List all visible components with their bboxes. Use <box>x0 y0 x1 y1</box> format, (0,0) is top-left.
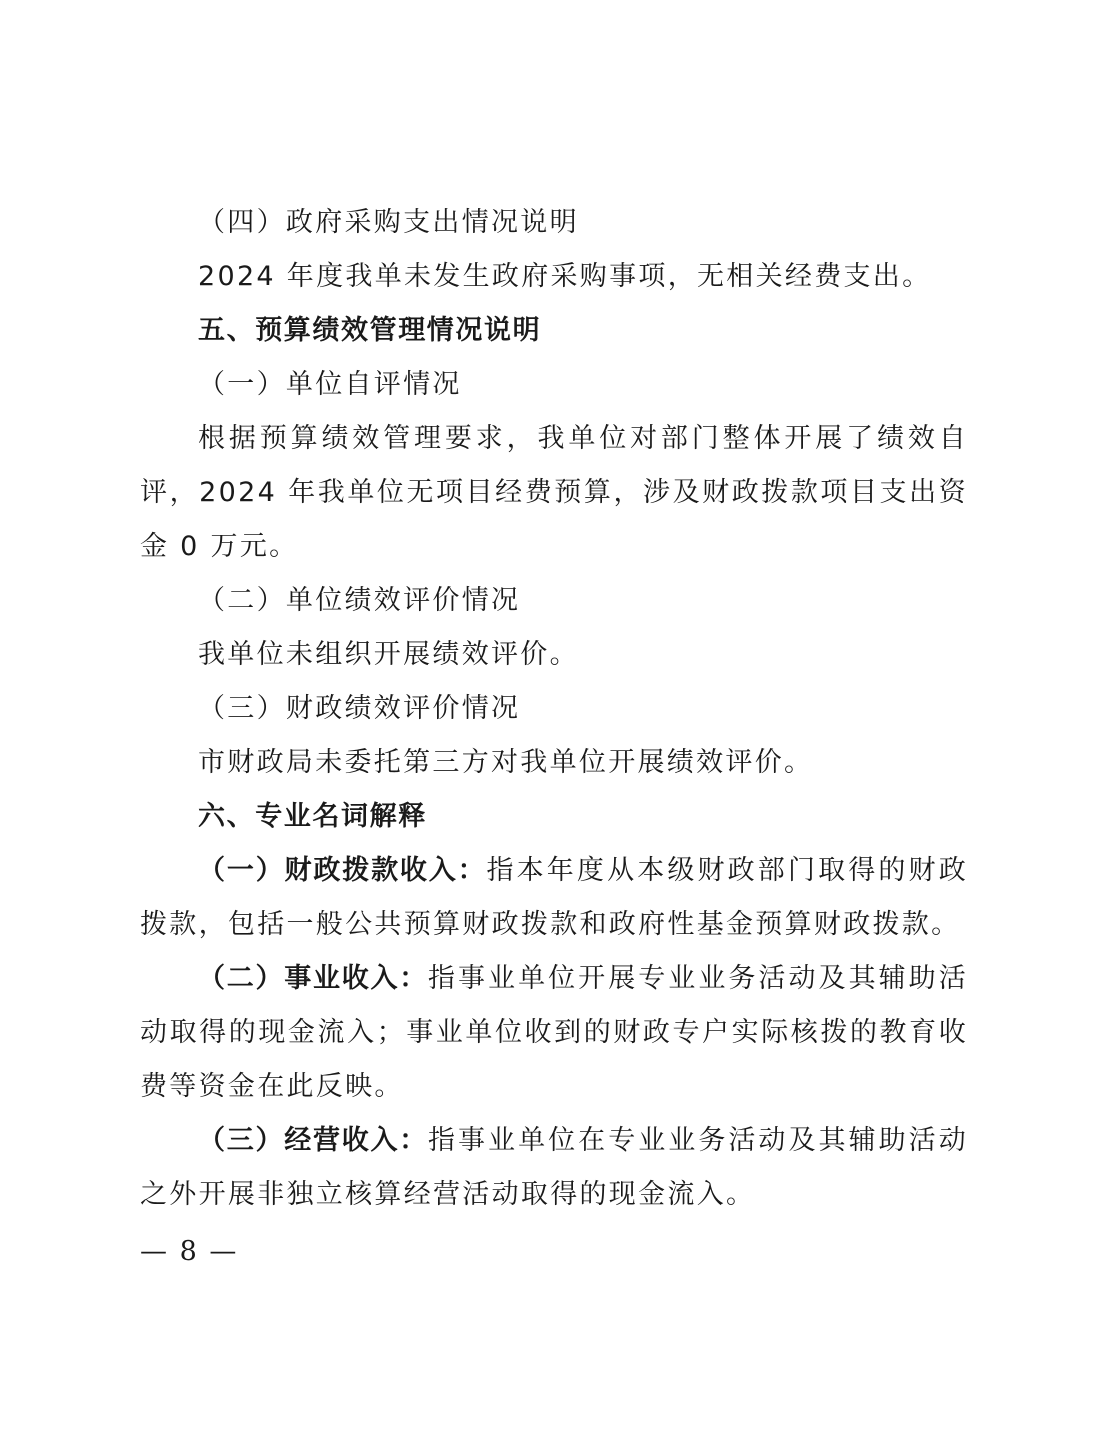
glossary-term: （二）事业收入： <box>198 963 428 994</box>
glossary-item-operating-income <box>140 1114 968 1222</box>
glossary-definition: 指事业单位开展专业业务活动及其辅助活动取得的现金流入；事业单位收到的财政专户实际核拨的教育收费等资金在此反映。 <box>140 963 968 1102</box>
glossary-item-fiscal-appropriation <box>140 844 968 952</box>
glossary-term: （三）经营收入： <box>198 1125 428 1156</box>
glossary-term: （一）财政拨款收入： <box>198 855 487 886</box>
subheading-unit-evaluation: （二）单位绩效评价情况 <box>198 585 521 616</box>
document-body <box>140 196 968 1222</box>
section-heading-government-procurement: （四）政府采购支出情况说明 <box>198 207 579 238</box>
glossary-item-business-income <box>140 952 968 1114</box>
subheading-finance-evaluation: （三）财政绩效评价情况 <box>198 693 521 724</box>
paragraph-self-evaluation: 根据预算绩效管理要求，我单位对部门整体开展了绩效自评，2024 年我单位无项目经费预算，涉及财政拨款项目支出资金 0 万元。 <box>140 423 968 562</box>
paragraph-government-procurement: 2024 年度我单未发生政府采购事项，无相关经费支出。 <box>198 261 932 292</box>
section-heading-performance-management: 五、预算绩效管理情况说明 <box>198 315 542 346</box>
glossary-definition: 指事业单位在专业业务活动及其辅助活动之外开展非独立核算经营活动取得的现金流入。 <box>140 1125 968 1210</box>
paragraph-unit-evaluation: 我单位未组织开展绩效评价。 <box>198 639 579 670</box>
page-number: — 8 — <box>140 1236 239 1267</box>
subheading-self-evaluation: （一）单位自评情况 <box>198 369 462 400</box>
glossary-definition: 指本年度从本级财政部门取得的财政拨款，包括一般公共预算财政拨款和政府性基金预算财政拨款。 <box>140 855 968 940</box>
section-heading-glossary: 六、专业名词解释 <box>198 801 427 832</box>
paragraph-finance-evaluation: 市财政局未委托第三方对我单位开展绩效评价。 <box>198 747 814 778</box>
